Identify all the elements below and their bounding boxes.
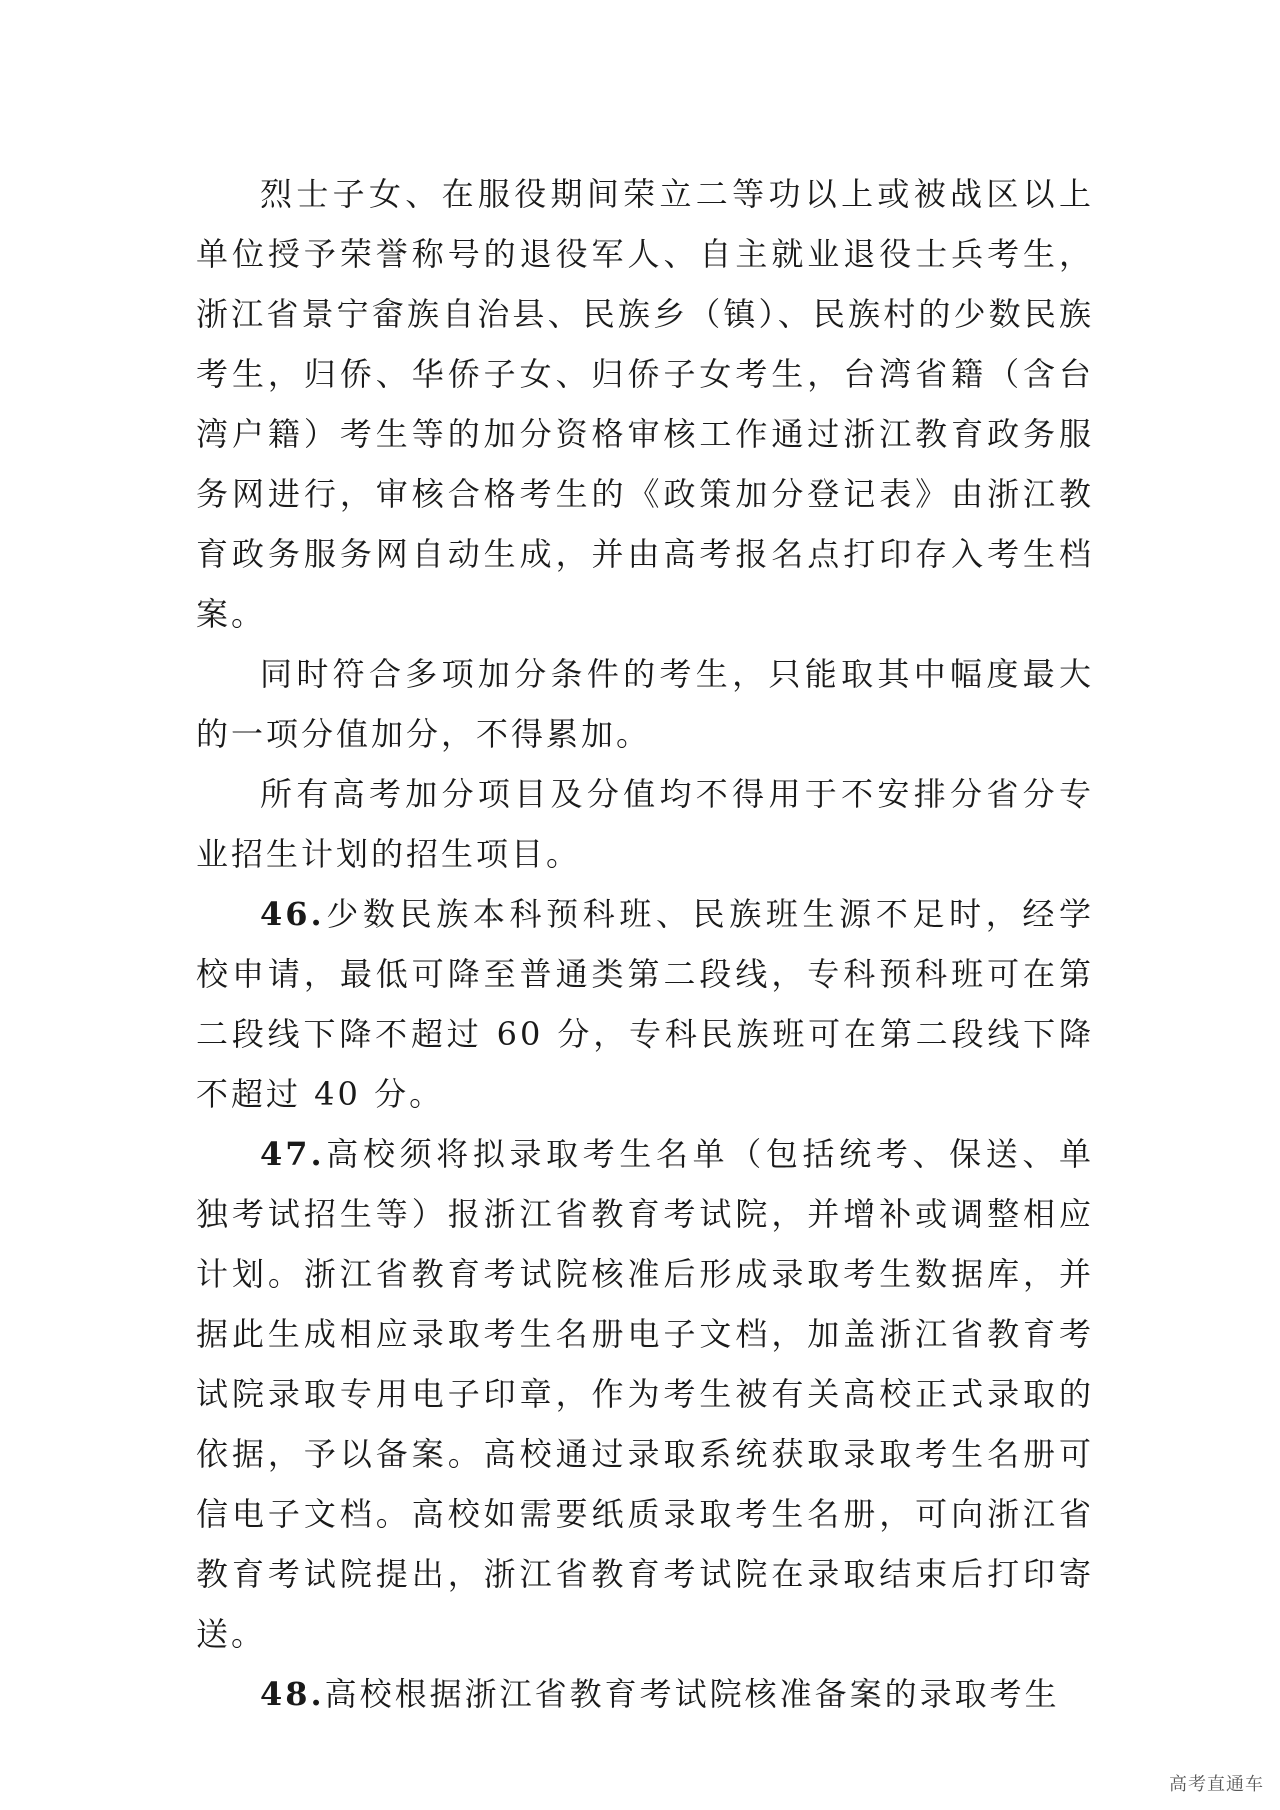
article-number: 47.	[260, 1135, 325, 1173]
paragraph-text: 同时符合多项加分条件的考生，只能取其中幅度最大的一项分值加分，不得累加。	[196, 655, 1094, 753]
paragraph-multiple-bonus	[196, 644, 1094, 764]
article-number: 48.	[260, 1675, 325, 1713]
paragraph-text: 所有高考加分项目及分值均不得用于不安排分省分专业招生计划的招生项目。	[196, 775, 1094, 873]
paragraph-article-48	[196, 1664, 1094, 1724]
paragraph-article-47	[196, 1124, 1094, 1664]
paragraph-text: 少数民族本科预科班、民族班生源不足时，经学校申请，最低可降至普通类第二段线，专科预科班可在第二段线下降不超过 60 分，专科民族班可在第二段线下降不超过 40 分。	[196, 895, 1094, 1113]
paragraph-article-46	[196, 884, 1094, 1124]
article-number: 46.	[260, 895, 325, 933]
paragraph-text: 高校根据浙江省教育考试院核准备案的录取考生	[324, 1675, 1060, 1713]
paragraph-text: 烈士子女、在服役期间荣立二等功以上或被战区以上单位授予荣誉称号的退役军人、自主就业退役士兵考生，浙江省景宁畲族自治县、民族乡（镇）、民族村的少数民族考生，归侨、华侨子女、归侨子女考生，台湾省籍（含台湾户籍）考生等的加分资格审核工作通过浙江教育政务服务网进行，审核合格考生的《政策加分登记表》由浙江教育政务服务网自动生成，并由高考报名点打印存入考生档案。	[196, 175, 1094, 633]
document-body	[196, 164, 1094, 1724]
paragraph-bonus-restriction	[196, 764, 1094, 884]
paragraph-bonus-points-review	[196, 164, 1094, 644]
watermark-label: 高考直通车	[1169, 1774, 1264, 1795]
paragraph-text: 高校须将拟录取考生名单（包括统考、保送、单独考试招生等）报浙江省教育考试院，并增补或调整相应计划。浙江省教育考试院核准后形成录取考生数据库，并据此生成相应录取考生名册电子文档，加盖浙江省教育考试院录取专用电子印章，作为考生被有关高校正式录取的依据，予以备案。高校通过录取系统获取录取考生名册可信电子文档。高校如需要纸质录取考生名册，可向浙江省教育考试院提出，浙江省教育考试院在录取结束后打印寄送。	[196, 1135, 1094, 1653]
